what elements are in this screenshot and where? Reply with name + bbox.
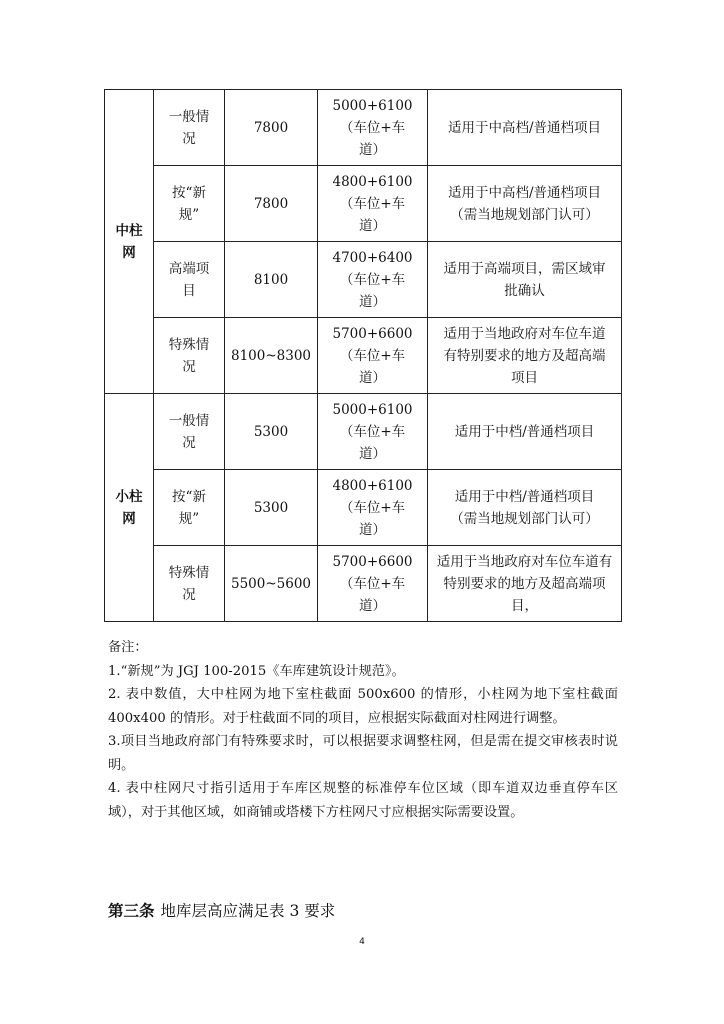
condition-cell: 一般情 况 [154,90,225,166]
page-number: 4 [359,937,365,947]
remark-item-1: 1.“新规”为 JGJ 100-2015《车库建筑设计规范》。 [108,663,405,679]
depth-cell: 4800+6100 （车位+车 道） [318,166,428,242]
remarks-heading: 备注： [108,640,148,655]
condition-cell: 按“新 规” [154,166,225,242]
grid-type-cell: 小柱 网 [105,394,154,622]
table-row [105,90,622,166]
depth-cell: 5000+6100 （车位+车 道） [318,90,428,166]
remark-item-4: 4. 表中柱网尺寸指引适用于车库区规整的标准停车位区域（即车道双边垂直停车区域），对于其他区域，如商铺或塔楼下方柱网尺寸应根据实际需要设置。 [108,781,618,820]
remark-item-2: 2. 表中数值，大中柱网为地下室柱截面 500x600 的情形，小柱网为地下室柱截面 400x400 的情形。对于柱截面不同的项目，应根据实际截面对柱网进行调整。 [108,687,618,726]
span-cell: 5300 [225,394,318,470]
condition-cell: 按“新 规” [154,470,225,546]
table-row [105,546,622,622]
depth-cell: 5700+6600 （车位+车 道） [318,546,428,622]
span-cell: 8100 [225,242,318,318]
table-row [105,394,622,470]
condition-cell: 高端项 目 [154,242,225,318]
remarks-block [108,636,618,824]
table-row [105,242,622,318]
remark-item-3: 3.项目当地政府部门有特殊要求时，可以根据要求调整柱网，但是需在提交审核表时说明。 [108,734,618,773]
section-number: 第三条 [108,902,155,920]
table-row [105,470,622,546]
applicability-cell: 适用于中高档/普通档项目 （需当地规划部门认可） [428,166,622,242]
applicability-cell: 适用于当地政府对车位车道有 特别要求的地方及超高端项 目， [428,546,622,622]
span-cell: 5500~5600 [225,546,318,622]
condition-cell: 特殊情 况 [154,318,225,394]
applicability-cell: 适用于当地政府对车位车道 有特别要求的地方及超高端 项目 [428,318,622,394]
applicability-cell: 适用于中高档/普通档项目 [428,90,622,166]
span-cell: 5300 [225,470,318,546]
applicability-cell: 适用于中档/普通档项目 [428,394,622,470]
depth-cell: 5700+6600 （车位+车 道） [318,318,428,394]
applicability-cell: 适用于中档/普通档项目 （需当地规划部门认可） [428,470,622,546]
span-cell: 7800 [225,166,318,242]
grid-type-cell: 中柱 网 [105,90,154,394]
section-heading [108,899,335,921]
span-cell: 7800 [225,90,318,166]
applicability-cell: 适用于高端项目，需区域审 批确认 [428,242,622,318]
column-grid-table [104,89,622,622]
condition-cell: 特殊情 况 [154,546,225,622]
table-row [105,166,622,242]
condition-cell: 一般情 况 [154,394,225,470]
depth-cell: 4700+6400 （车位+车 道） [318,242,428,318]
section-title-text: 地库层高应满足表 3 要求 [160,902,336,920]
depth-cell: 4800+6100 （车位+车 道） [318,470,428,546]
span-cell: 8100~8300 [225,318,318,394]
column-grid-table-body [105,90,622,622]
depth-cell: 5000+6100 （车位+车 道） [318,394,428,470]
table-row [105,318,622,394]
